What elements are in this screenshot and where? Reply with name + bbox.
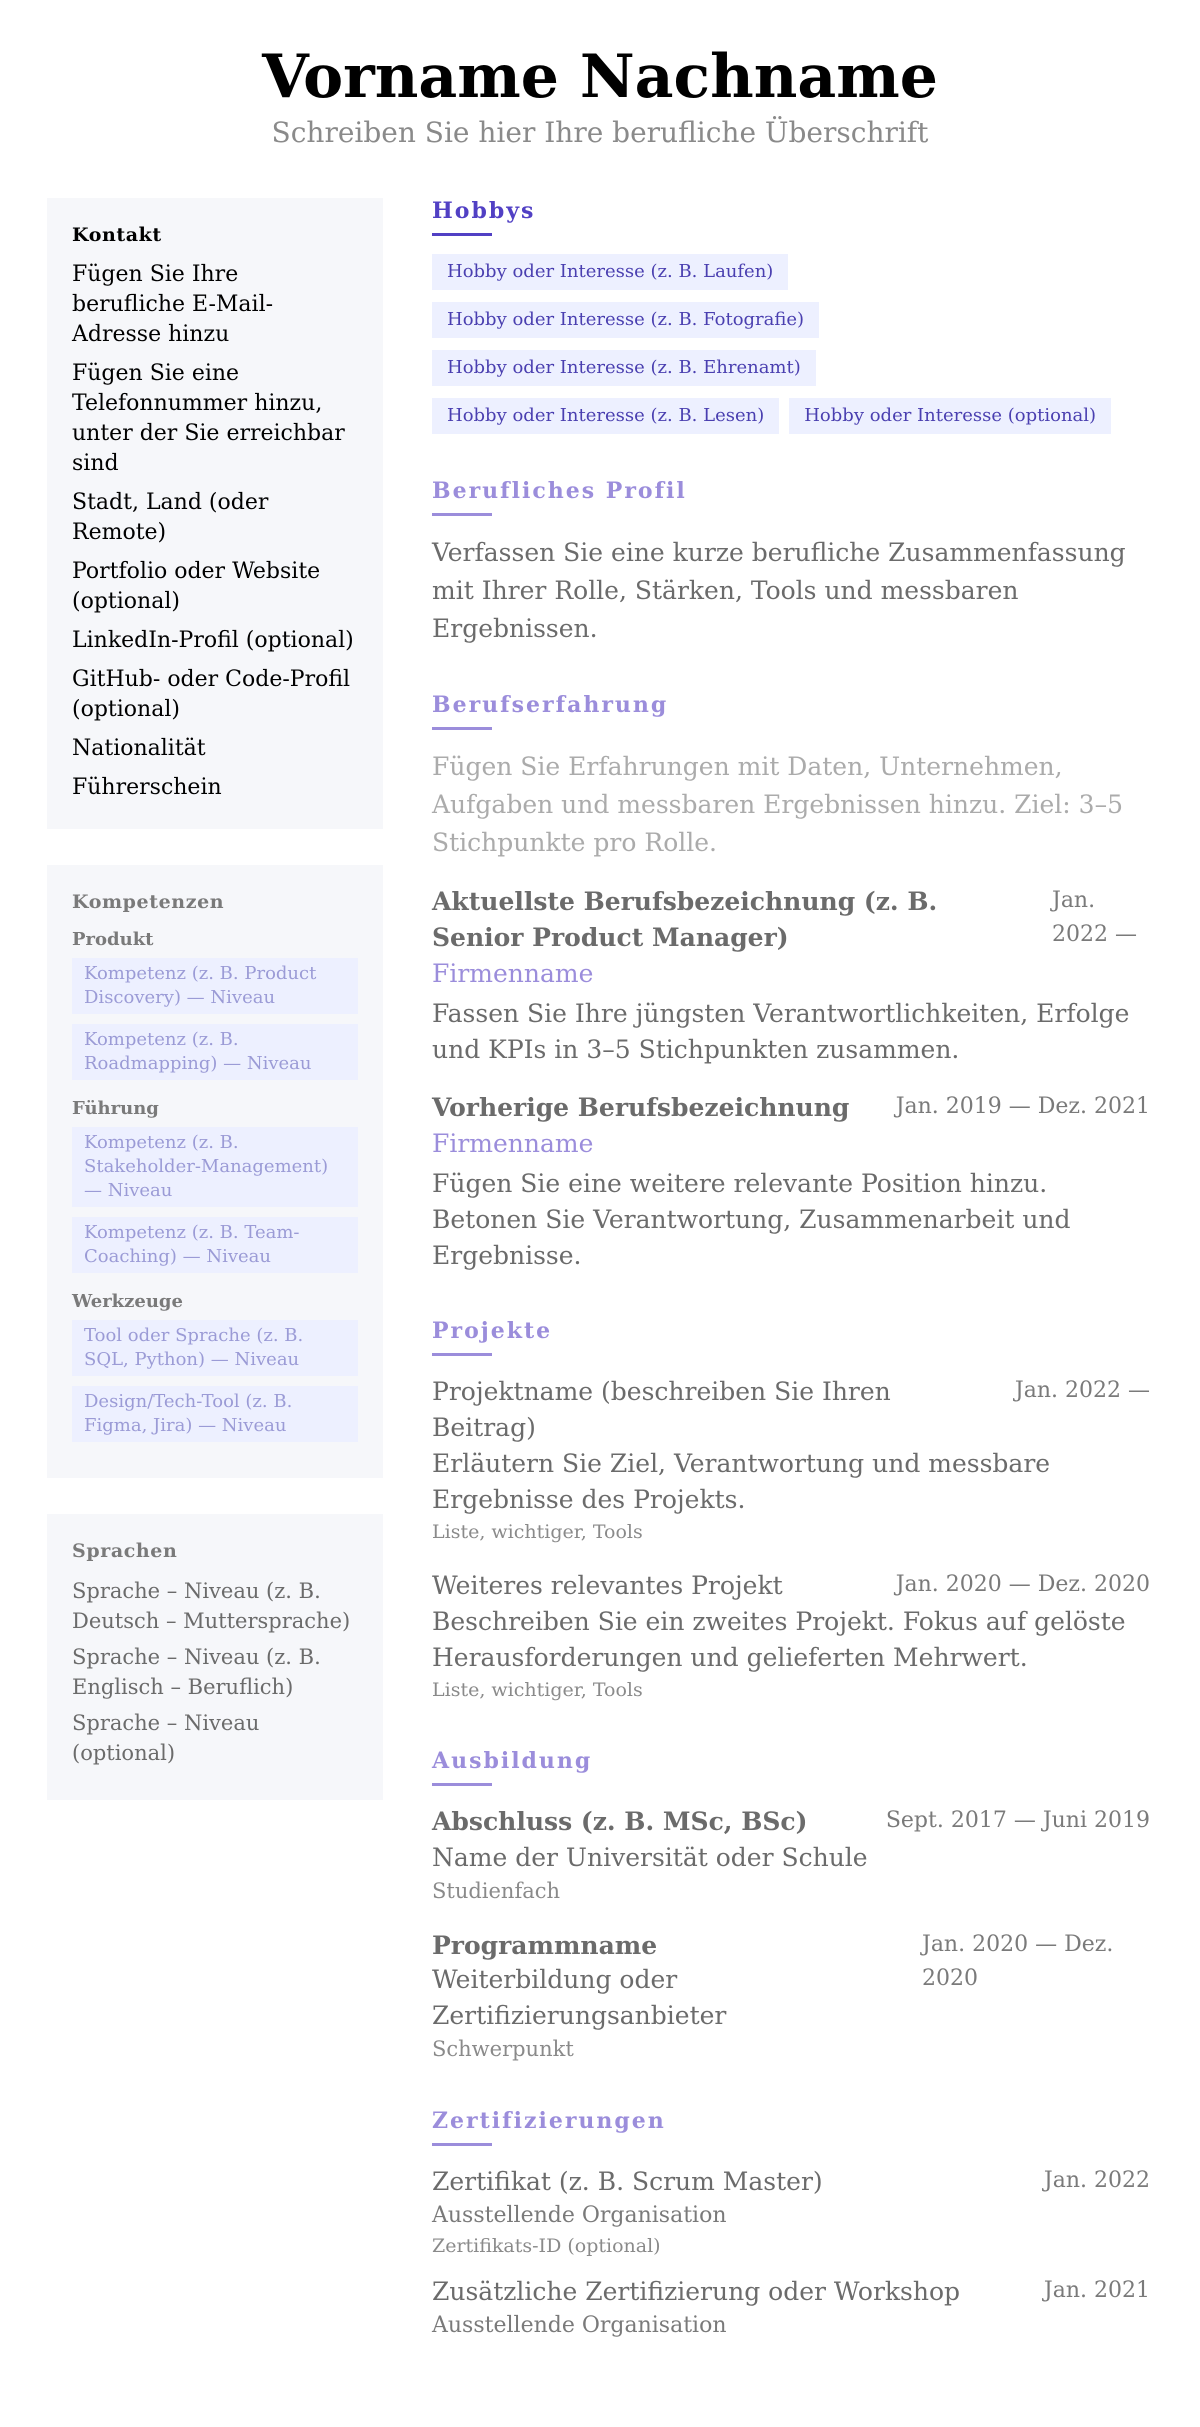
project-title: Weiteres relevantes Projekt: [432, 1571, 783, 1600]
certification-entry: [432, 2274, 1150, 2342]
skill-chip: Design/Tech-Tool (z. B. Figma, Jira) — Niveau: [72, 1386, 358, 1442]
certification-id: Zertifikats-ID (optional): [432, 2235, 661, 2257]
contact-portfolio: Portfolio oder Website (optional): [72, 559, 321, 614]
education-entry: [432, 1928, 1150, 2064]
skills-title: Kompetenzen: [72, 891, 225, 913]
certifications-section: [432, 2108, 1150, 2342]
languages-card: [47, 1514, 383, 1800]
profile-text: Verfassen Sie eine kurze berufliche Zusammenfassung mit Ihrer Rolle, Stärken, Tools und messbaren Ergebnissen.: [432, 538, 1126, 643]
skill-group-label: Führung: [72, 1098, 159, 1119]
hobby-chip: Hobby oder Interesse (z. B. Fotografie): [432, 302, 819, 338]
field-of-study: Studienfach: [432, 1879, 561, 1903]
degree-title: Abschluss (z. B. MSc, BSc): [432, 1807, 808, 1836]
hobbies-list: [432, 254, 1150, 434]
projects-section: [432, 1318, 1150, 1704]
hobbies-section: [432, 198, 1150, 434]
profile-section: [432, 478, 1150, 648]
certification-issuer: Ausstellende Organisation: [432, 2203, 727, 2228]
degree-title: Programmname: [432, 1931, 658, 1960]
company-name: Firmenname: [432, 1129, 594, 1158]
education-entry: [432, 1804, 1150, 1906]
job-date: Jan. 2019 — Dez. 2021: [895, 1094, 1150, 1119]
skill-group-label: Werkzeuge: [72, 1291, 183, 1312]
project-description: Beschreiben Sie ein zweites Projekt. Fokus auf gelöste Herausforderungen und gelieferten Mehrwert.: [432, 1607, 1126, 1672]
hobby-chip: Hobby oder Interesse (optional): [789, 398, 1111, 434]
education-date: Sept. 2017 — Juni 2019: [885, 1808, 1150, 1833]
hobby-chip: Hobby oder Interesse (z. B. Laufen): [432, 254, 788, 290]
resume-header: [0, 0, 1200, 152]
job-description: Fassen Sie Ihre jüngsten Verantwortlichkeiten, Erfolge und KPIs in 3–5 Stichpunkten zusammen.: [432, 999, 1130, 1064]
certification-issuer: Ausstellende Organisation: [432, 2313, 727, 2338]
project-entry: [432, 1374, 1150, 1546]
job-title: Aktuellste Berufsbezeichnung (z. B. Senior Product Manager): [432, 887, 938, 952]
languages-title: Sprachen: [72, 1540, 178, 1562]
experience-title: Berufserfahrung: [432, 692, 1150, 730]
certification-name: Zertifikat (z. B. Scrum Master): [432, 2167, 823, 2196]
professional-headline: Schreiben Sie hier Ihre berufliche Überschrift: [271, 116, 929, 149]
job-entry: [432, 1090, 1150, 1274]
contact-phone: Fügen Sie eine Telefonnummer hinzu, unter der Sie erreichbar sind: [72, 361, 345, 476]
skills-card: [47, 865, 383, 1478]
contact-nationality: Nationalität: [72, 736, 206, 761]
certifications-title: Zertifizierungen: [432, 2108, 1150, 2146]
project-tools: Liste, wichtiger, Tools: [432, 1679, 643, 1701]
project-title: Projektname (beschreiben Sie Ihren Beitrag): [432, 1377, 891, 1442]
project-entry: [432, 1568, 1150, 1704]
skill-chip: Kompetenz (z. B. Team-Coaching) — Niveau: [72, 1217, 358, 1273]
contact-github: GitHub- oder Code-Profil (optional): [72, 667, 351, 722]
certification-name: Zusätzliche Zertifizierung oder Workshop: [432, 2277, 961, 2306]
project-date: Jan. 2022 —: [1014, 1378, 1150, 1403]
hobby-chip: Hobby oder Interesse (z. B. Ehrenamt): [432, 350, 816, 386]
contact-title: Kontakt: [72, 224, 162, 246]
experience-section: [432, 692, 1150, 1274]
language-item: Sprache – Niveau (optional): [72, 1711, 260, 1765]
sidebar: [47, 198, 383, 1836]
job-date: Jan. 2022 —: [1052, 888, 1137, 947]
profile-title: Berufliches Profil: [432, 478, 1150, 516]
education-date: Jan. 2020 — Dez. 2020: [922, 1932, 1114, 1991]
language-item: Sprache – Niveau (z. B. Englisch – Beruflich): [72, 1645, 321, 1699]
school-name: Name der Universität oder Schule: [432, 1843, 868, 1872]
skill-chip: Kompetenz (z. B. Roadmapping) — Niveau: [72, 1024, 358, 1080]
contact-card: [47, 198, 383, 829]
job-description: Fügen Sie eine weitere relevante Position hinzu. Betonen Sie Verantwortung, Zusammenarbeit und Ergebnisse.: [432, 1169, 1071, 1270]
contact-license: Führerschein: [72, 775, 222, 800]
contact-email: Fügen Sie Ihre berufliche E-Mail-Adresse hinzu: [72, 262, 274, 347]
contact-location: Stadt, Land (oder Remote): [72, 490, 269, 545]
school-name: Weiterbildung oder Zertifizierungsanbieter: [432, 1965, 727, 2030]
project-tools: Liste, wichtiger, Tools: [432, 1521, 643, 1543]
project-date: Jan. 2020 — Dez. 2020: [895, 1572, 1150, 1597]
full-name: Vorname Nachname: [262, 42, 938, 112]
skill-chip: Kompetenz (z. B. Stakeholder-Management) — Niveau: [72, 1127, 358, 1207]
education-section: [432, 1748, 1150, 2064]
company-name: Firmenname: [432, 959, 594, 988]
hobby-chip: Hobby oder Interesse (z. B. Lesen): [432, 398, 779, 434]
skill-chip: Kompetenz (z. B. Product Discovery) — Niveau: [72, 958, 358, 1014]
hobbies-title: Hobbys: [432, 198, 1150, 236]
certification-entry: [432, 2164, 1150, 2260]
contact-linkedin: LinkedIn-Profil (optional): [72, 628, 354, 653]
job-title: Vorherige Berufsbezeichnung: [432, 1093, 850, 1122]
focus-area: Schwerpunkt: [432, 2037, 574, 2061]
main-column: [432, 198, 1150, 2386]
project-description: Erläutern Sie Ziel, Verantwortung und messbare Ergebnisse des Projekts.: [432, 1449, 1051, 1514]
education-title: Ausbildung: [432, 1748, 1150, 1786]
certification-date: Jan. 2021: [1043, 2278, 1150, 2303]
skill-chip: Tool oder Sprache (z. B. SQL, Python) — Niveau: [72, 1320, 358, 1376]
skill-group-label: Produkt: [72, 929, 154, 950]
job-entry: [432, 884, 1150, 1068]
projects-title: Projekte: [432, 1318, 1150, 1356]
experience-intro: Fügen Sie Erfahrungen mit Daten, Unternehmen, Aufgaben und messbaren Ergebnissen hinzu. Ziel: 3–5 Stichpunkte pro Rolle.: [432, 752, 1123, 857]
certification-date: Jan. 2022: [1043, 2168, 1150, 2193]
language-item: Sprache – Niveau (z. B. Deutsch – Muttersprache): [72, 1579, 351, 1633]
